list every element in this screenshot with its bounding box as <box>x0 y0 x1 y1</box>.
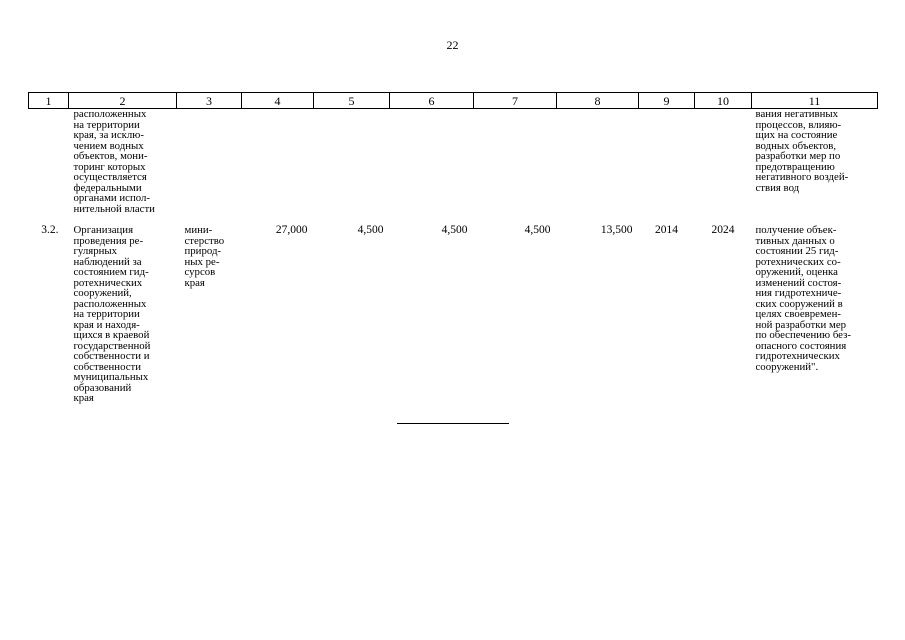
row-value-8: 13,500 <box>600 224 633 236</box>
header-col-7: 7 <box>474 93 557 109</box>
footer-divider <box>397 423 509 424</box>
header-col-5: 5 <box>314 93 390 109</box>
table-row <box>29 224 878 404</box>
header-col-6: 6 <box>390 93 474 109</box>
header-col-9: 9 <box>639 93 695 109</box>
row-executor: мини- стерство природ- ных ре- сурсов края <box>184 224 225 289</box>
row-value-5: 4,500 <box>357 224 384 236</box>
header-col-10: 10 <box>695 93 752 109</box>
header-col-8: 8 <box>557 93 639 109</box>
row-value-7: 4,500 <box>524 224 551 236</box>
row-total: 27,000 <box>275 224 308 236</box>
page-number: 22 <box>446 38 459 52</box>
program-table <box>28 92 878 404</box>
row-result: получение объек- тивных данных о состоянии 25 гид- ротехнических со- оружений, оценка изменений состоя- ния гидротехниче- ских сооружений в целях своевремен- ной разработки мер по обеспечению без- опасного состояния гидротехнических сооружений". <box>755 224 851 373</box>
header-col-4: 4 <box>242 93 314 109</box>
row-year-end: 2024 <box>711 224 735 236</box>
row-number: 3.2. <box>41 224 59 236</box>
header-col-3: 3 <box>177 93 242 109</box>
row-year-start: 2014 <box>655 224 678 236</box>
header-row <box>29 93 878 109</box>
continuation-description: расположенных на территории края, за исклю- чением водных объектов, мони- торинг которых осуществляется федеральными органами испол- нительной власти <box>73 108 155 215</box>
header-col-11: 11 <box>752 93 878 109</box>
header-col-2: 2 <box>69 93 177 109</box>
header-col-1: 1 <box>29 93 69 109</box>
continuation-row <box>29 109 878 225</box>
continuation-result: вания негативных процессов, влияю- щих на состояние водных объектов, разработки мер по предотвращению негативного воздей- ствия вод <box>755 108 849 194</box>
row-value-6: 4,500 <box>441 224 468 236</box>
row-description: Организация проведения ре- гулярных наблюдений за состоянием гид- ротехнических сооружений, расположенных на территории края и находя- щихся в краевой государственной собственности и собственности муниципальных образований края <box>73 224 151 404</box>
